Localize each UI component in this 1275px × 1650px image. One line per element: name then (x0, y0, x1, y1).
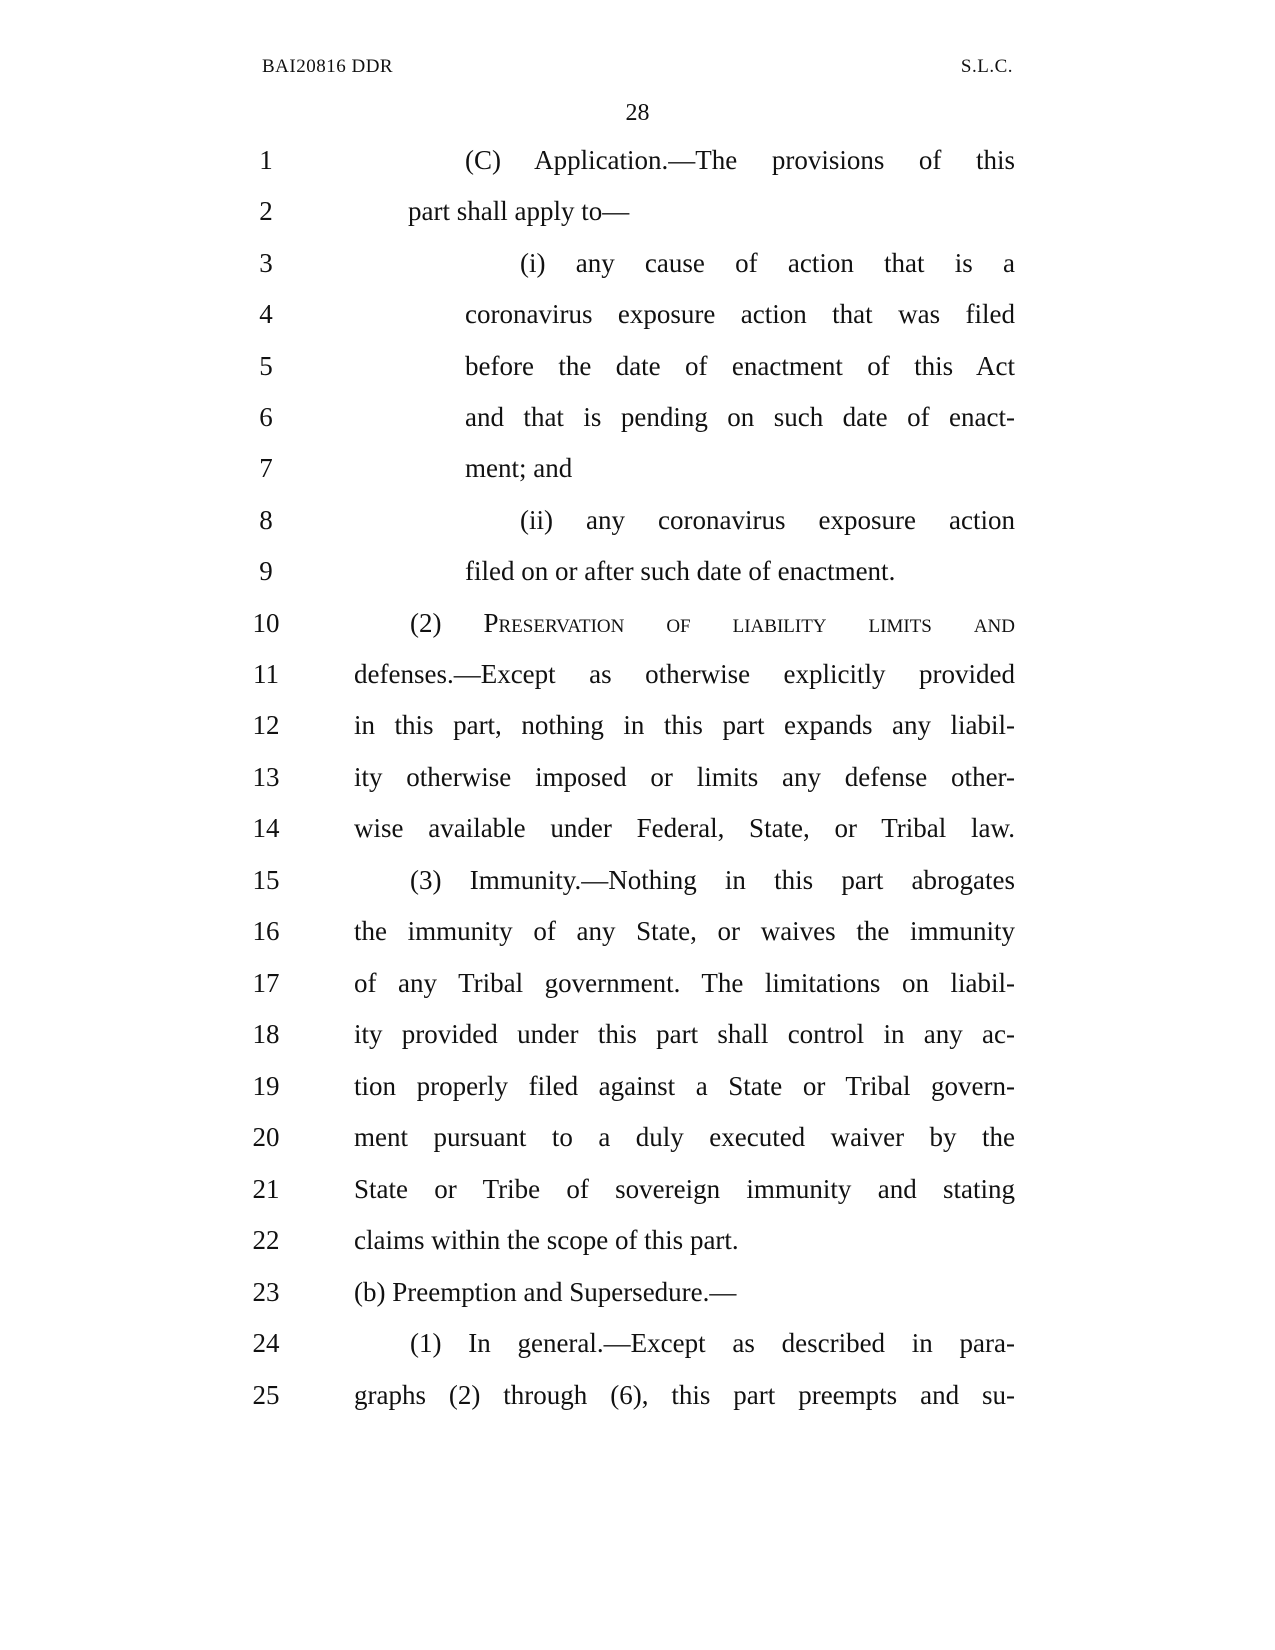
text-line (0, 191, 1275, 231)
text-line (0, 654, 1275, 694)
line-number: 1 (259, 145, 273, 175)
line-number: 16 (252, 916, 280, 946)
line-text: part shall apply to— (408, 196, 630, 226)
line-number: 21 (252, 1174, 280, 1204)
line-text: (2) Preservation of liability limits and (410, 608, 1015, 638)
text-line (0, 243, 1275, 283)
line-number: 13 (252, 762, 280, 792)
text-line (0, 1323, 1275, 1363)
text-line (0, 603, 1275, 643)
text-line (0, 1375, 1275, 1415)
line-text: graphs (2) through (6), this part preempts and su- (354, 1380, 1015, 1410)
text-line (0, 551, 1275, 591)
text-line (0, 911, 1275, 951)
text-line (0, 448, 1275, 488)
line-number: 5 (259, 351, 273, 381)
text-line (0, 1220, 1275, 1260)
line-text: before the date of enactment of this Act (465, 351, 1015, 381)
line-number: 9 (259, 556, 273, 586)
document-id: BAI20816 DDR (262, 56, 394, 77)
line-number: 19 (252, 1071, 280, 1101)
text-line (0, 808, 1275, 848)
line-text: ity otherwise imposed or limits any defense other- (354, 762, 1015, 792)
line-text: filed on or after such date of enactment. (465, 556, 896, 586)
line-text: coronavirus exposure action that was filed (465, 299, 1015, 329)
line-number: 7 (259, 453, 273, 483)
line-number: 17 (252, 968, 280, 998)
text-line (0, 757, 1275, 797)
line-text: ment pursuant to a duly executed waiver by the (354, 1122, 1015, 1152)
line-text: (1) In general.—Except as described in para- (410, 1328, 1015, 1358)
line-number: 11 (253, 659, 279, 689)
line-number: 8 (259, 505, 273, 535)
line-text: in this part, nothing in this part expands any liabil- (354, 710, 1015, 740)
line-number: 22 (252, 1225, 280, 1255)
line-number: 15 (252, 865, 280, 895)
line-number: 4 (259, 299, 273, 329)
line-text: ity provided under this part shall control in any ac- (354, 1019, 1015, 1049)
text-line (0, 705, 1275, 745)
line-text: (b) Preemption and Supersedure.— (354, 1277, 737, 1307)
line-number: 20 (252, 1122, 280, 1152)
text-line (0, 1066, 1275, 1106)
text-line (0, 1169, 1275, 1209)
line-number: 12 (252, 710, 280, 740)
text-line (0, 397, 1275, 437)
line-number: 23 (252, 1277, 280, 1307)
text-line (0, 294, 1275, 334)
line-text: and that is pending on such date of enact- (465, 402, 1015, 432)
line-text: (i) any cause of action that is a (520, 248, 1015, 278)
line-text: (C) Application.—The provisions of this (465, 145, 1015, 175)
line-text: ment; and (465, 453, 573, 483)
line-text: State or Tribe of sovereign immunity and stating (354, 1174, 1015, 1204)
line-number: 2 (259, 196, 273, 226)
line-text: the immunity of any State, or waives the immunity (354, 916, 1015, 946)
line-number: 24 (252, 1328, 280, 1358)
line-text: (ii) any coronavirus exposure action (520, 505, 1015, 535)
line-number: 18 (252, 1019, 280, 1049)
text-line (0, 1272, 1275, 1312)
line-text: wise available under Federal, State, or Tribal law. (354, 813, 1015, 843)
line-text: tion properly filed against a State or Tribal govern- (354, 1071, 1015, 1101)
text-line (0, 1117, 1275, 1157)
text-line (0, 1014, 1275, 1054)
line-number: 3 (259, 248, 273, 278)
line-text: of any Tribal government. The limitations on liabil- (354, 968, 1015, 998)
text-line (0, 860, 1275, 900)
line-number: 10 (252, 608, 280, 638)
line-number: 25 (252, 1380, 280, 1410)
page-number: 28 (625, 100, 650, 126)
text-line (0, 500, 1275, 540)
text-line (0, 140, 1275, 180)
line-number: 6 (259, 402, 273, 432)
document-code: S.L.C. (960, 56, 1013, 77)
text-line (0, 963, 1275, 1003)
line-text: defenses.—Except as otherwise explicitly provided (354, 659, 1015, 689)
line-text: (3) Immunity.—Nothing in this part abrogates (410, 865, 1015, 895)
line-number: 14 (252, 813, 280, 843)
text-line (0, 346, 1275, 386)
line-text: claims within the scope of this part. (354, 1225, 739, 1255)
